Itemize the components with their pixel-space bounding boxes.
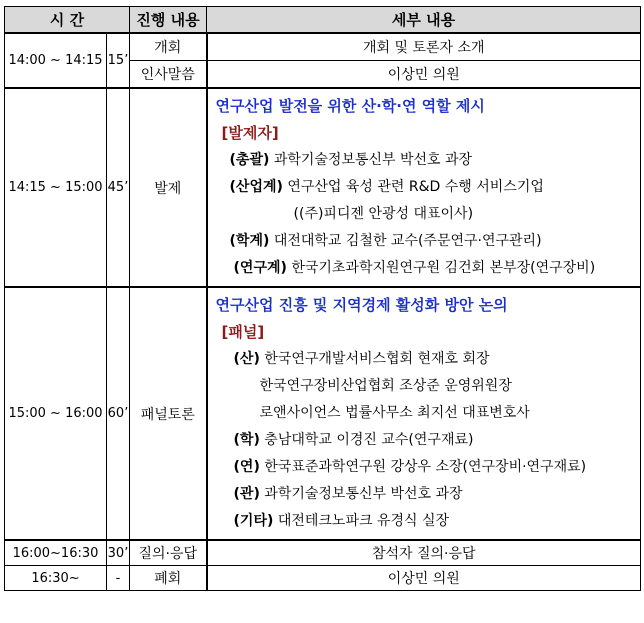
person-text: 연구산업 육성 관련 R&D 수행 서비스기업 [282, 179, 544, 195]
table-row-presentation [5, 88, 641, 287]
person-text: 과학기술정보통신부 박선호 과장 [269, 152, 473, 168]
opening-duration: 15’ [107, 33, 130, 88]
list-item [216, 147, 641, 174]
panel-time: 15:00 ~ 16:00 [5, 287, 107, 540]
table-row-qa [5, 540, 641, 566]
list-item [216, 508, 641, 535]
person-text: 한국연구장비산업협회 조상준 운영위원장 [259, 378, 512, 394]
role-label: (총괄) [229, 152, 270, 168]
list-item [216, 481, 641, 508]
greeting-detail: 이상민 의원 [207, 61, 641, 89]
qa-time: 16:00~16:30 [5, 540, 107, 566]
role-label: (학) [233, 432, 260, 448]
presenters-heading: [발제자] [221, 124, 279, 142]
panel-program: 패널토론 [130, 287, 207, 540]
panel-detail [207, 287, 641, 540]
role-label: (기타) [233, 513, 274, 529]
table-row-closing [5, 566, 641, 591]
closing-program: 폐회 [130, 566, 207, 591]
presentation-time: 14:15 ~ 15:00 [5, 88, 107, 287]
list-item [216, 201, 641, 228]
person-text: 한국연구개발서비스협회 현재호 회장 [259, 351, 490, 367]
closing-detail: 이상민 의원 [207, 566, 641, 591]
presentation-program: 발제 [130, 88, 207, 287]
presentation-topic: 연구산업 발전을 위한 산·학·연 역할 제시 [215, 97, 485, 115]
table-row-opening [5, 33, 641, 61]
header-program: 진행 내용 [130, 7, 207, 34]
opening-time: 14:00 ~ 14:15 [5, 33, 107, 88]
person-text: 대전테크노파크 유경식 실장 [273, 513, 450, 529]
opening-detail: 개회 및 토론자 소개 [207, 33, 641, 61]
opening-program: 개회 [130, 33, 207, 61]
header-time: 시 간 [5, 7, 130, 34]
role-label: (산업계) [229, 179, 283, 195]
list-item [216, 400, 641, 427]
role-label: (연) [233, 459, 260, 475]
role-label: (학계) [229, 233, 270, 249]
list-item [216, 174, 641, 201]
person-text: 한국기초과학지원연구원 김건회 본부장(연구장비) [286, 260, 596, 276]
panel-topic: 연구산업 진흥 및 지역경제 활성화 방안 논의 [215, 296, 508, 314]
person-text: 과학기술정보통신부 박선호 과장 [259, 486, 463, 502]
presentation-detail [207, 88, 641, 287]
person-text: 충남대학교 이경진 교수(연구재료) [259, 432, 474, 448]
closing-duration: - [107, 566, 130, 591]
header-detail: 세부 내용 [207, 7, 641, 34]
person-text: 대전대학교 김철한 교수(주문연구·연구관리) [269, 233, 542, 249]
person-text: 로앤사이언스 법률사무소 최지선 대표변호사 [259, 405, 530, 421]
list-item [216, 454, 641, 481]
role-label: (산) [233, 351, 260, 367]
list-item [216, 373, 641, 400]
panel-heading: [패널] [221, 323, 265, 341]
person-text: 한국표준과학연구원 강상우 소장(연구장비·연구재료) [259, 459, 587, 475]
table-row-panel [5, 287, 641, 540]
program-schedule-table [4, 6, 641, 591]
qa-duration: 30’ [107, 540, 130, 566]
list-item [216, 255, 641, 282]
qa-program: 질의·응답 [130, 540, 207, 566]
list-item [216, 346, 641, 373]
role-label: (관) [233, 486, 260, 502]
qa-detail: 참석자 질의·응답 [207, 540, 641, 566]
panel-duration: 60’ [107, 287, 130, 540]
list-item [216, 228, 641, 255]
presentation-duration: 45’ [107, 88, 130, 287]
person-text: ((주)피디젠 안광성 대표이사) [293, 206, 474, 222]
header-row [5, 7, 641, 34]
greeting-program: 인사말씀 [130, 61, 207, 89]
closing-time: 16:30~ [5, 566, 107, 591]
list-item [216, 427, 641, 454]
role-label: (연구계) [233, 260, 287, 276]
